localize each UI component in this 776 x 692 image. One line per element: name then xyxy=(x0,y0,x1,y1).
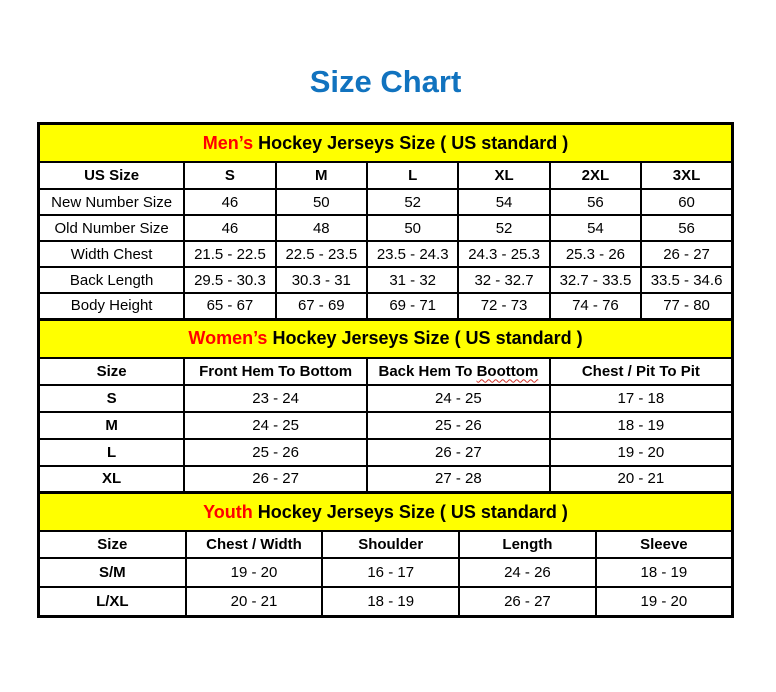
size-value-cell: 19 - 20 xyxy=(186,558,323,587)
mens-table-body xyxy=(39,189,733,319)
row-label: Body Height xyxy=(39,293,185,319)
column-header: Front Hem To Bottom xyxy=(184,358,367,385)
size-value-cell: 69 - 71 xyxy=(367,293,458,319)
row-label: XL xyxy=(39,466,185,493)
womens-section-title xyxy=(39,319,733,358)
column-header: Size xyxy=(39,531,186,558)
column-header: Chest / Width xyxy=(186,531,323,558)
womens-title-rest: Hockey Jerseys Size ( US standard ) xyxy=(267,328,583,348)
youth-title-rest: Hockey Jerseys Size ( US standard ) xyxy=(252,501,568,522)
size-value-cell: 77 - 80 xyxy=(641,293,732,319)
size-value-cell: 26 - 27 xyxy=(641,241,732,267)
size-value-cell: 24.3 - 25.3 xyxy=(458,241,549,267)
table-row xyxy=(39,215,733,241)
size-value-cell: 50 xyxy=(276,189,367,215)
size-value-cell: 74 - 76 xyxy=(550,293,641,319)
row-label: M xyxy=(39,412,185,439)
size-value-cell: 32 - 32.7 xyxy=(458,267,549,293)
size-tables-wrapper xyxy=(37,122,734,618)
size-value-cell: 20 - 21 xyxy=(186,587,323,616)
size-value-cell: 23.5 - 24.3 xyxy=(367,241,458,267)
table-row xyxy=(39,385,733,412)
size-value-cell: 27 - 28 xyxy=(367,466,550,493)
size-value-cell: 24 - 25 xyxy=(184,412,367,439)
row-label: Back Length xyxy=(39,267,185,293)
row-label: Old Number Size xyxy=(39,215,185,241)
row-label: L/XL xyxy=(39,587,186,616)
column-header: Sleeve xyxy=(596,531,733,558)
column-header: 2XL xyxy=(550,162,641,189)
size-value-cell: 17 - 18 xyxy=(550,385,733,412)
size-value-cell: 67 - 69 xyxy=(276,293,367,319)
size-value-cell: 32.7 - 33.5 xyxy=(550,267,641,293)
size-value-cell: 56 xyxy=(641,215,732,241)
row-label: S xyxy=(39,385,185,412)
womens-table-body xyxy=(39,385,733,493)
size-value-cell: 54 xyxy=(550,215,641,241)
size-value-cell: 25.3 - 26 xyxy=(550,241,641,267)
size-value-cell: 25 - 26 xyxy=(184,439,367,466)
womens-column-header-row xyxy=(39,358,733,385)
mens-section-title xyxy=(39,124,733,163)
column-header: Shoulder xyxy=(322,531,459,558)
size-value-cell: 60 xyxy=(641,189,732,215)
size-value-cell: 18 - 19 xyxy=(596,558,733,587)
size-value-cell: 56 xyxy=(550,189,641,215)
size-value-cell: 26 - 27 xyxy=(184,466,367,493)
size-value-cell: 30.3 - 31 xyxy=(276,267,367,293)
mens-section-band xyxy=(39,124,733,163)
column-header: US Size xyxy=(39,162,185,189)
size-value-cell: 54 xyxy=(458,189,549,215)
size-value-cell: 52 xyxy=(458,215,549,241)
size-value-cell: 21.5 - 22.5 xyxy=(184,241,275,267)
size-value-cell: 46 xyxy=(184,215,275,241)
mens-title-rest: Hockey Jerseys Size ( US standard ) xyxy=(253,132,569,153)
column-header: L xyxy=(367,162,458,189)
table-row xyxy=(39,558,733,587)
womens-size-table xyxy=(37,318,734,495)
womens-section-band xyxy=(39,319,733,358)
size-value-cell: 22.5 - 23.5 xyxy=(276,241,367,267)
youth-size-table xyxy=(37,491,734,618)
size-value-cell: 19 - 20 xyxy=(550,439,733,466)
table-row xyxy=(39,241,733,267)
column-header: M xyxy=(276,162,367,189)
size-value-cell: 29.5 - 30.3 xyxy=(184,267,275,293)
size-value-cell: 31 - 32 xyxy=(367,267,458,293)
size-value-cell: 65 - 67 xyxy=(184,293,275,319)
column-header: S xyxy=(184,162,275,189)
column-header: 3XL xyxy=(641,162,732,189)
size-value-cell: 72 - 73 xyxy=(458,293,549,319)
size-value-cell: 33.5 - 34.6 xyxy=(641,267,732,293)
size-value-cell: 18 - 19 xyxy=(550,412,733,439)
column-header: Size xyxy=(39,358,185,385)
youth-section-band xyxy=(39,493,733,532)
size-value-cell: 20 - 21 xyxy=(550,466,733,493)
youth-column-header-row xyxy=(39,531,733,558)
page-title: Size Chart xyxy=(309,64,462,99)
table-row xyxy=(39,267,733,293)
row-label: New Number Size xyxy=(39,189,185,215)
size-value-cell: 48 xyxy=(276,215,367,241)
size-value-cell: 19 - 20 xyxy=(596,587,733,616)
column-header: Back Hem To Boottom xyxy=(367,358,550,385)
column-header: Length xyxy=(459,531,596,558)
mens-column-header-row xyxy=(39,162,733,189)
youth-section-title xyxy=(39,493,733,532)
size-value-cell: 52 xyxy=(367,189,458,215)
youth-table-body xyxy=(39,558,733,616)
row-label: Width Chest xyxy=(39,241,185,267)
mens-size-table xyxy=(37,122,734,321)
size-value-cell: 25 - 26 xyxy=(367,412,550,439)
table-row xyxy=(39,293,733,319)
size-value-cell: 50 xyxy=(367,215,458,241)
row-label: L xyxy=(39,439,185,466)
mens-title-highlight: Men’s xyxy=(202,132,254,153)
table-row xyxy=(39,587,733,616)
size-value-cell: 16 - 17 xyxy=(322,558,459,587)
row-label: S/M xyxy=(39,558,186,587)
column-header: XL xyxy=(458,162,549,189)
womens-title-highlight: Women’s xyxy=(188,328,268,348)
table-row xyxy=(39,466,733,493)
size-value-cell: 18 - 19 xyxy=(322,587,459,616)
size-value-cell: 24 - 25 xyxy=(367,385,550,412)
table-row xyxy=(39,412,733,439)
misspelled-word: Boottom xyxy=(476,362,539,380)
table-row xyxy=(39,189,733,215)
size-value-cell: 26 - 27 xyxy=(459,587,596,616)
size-value-cell: 26 - 27 xyxy=(367,439,550,466)
size-value-cell: 46 xyxy=(184,189,275,215)
size-value-cell: 24 - 26 xyxy=(459,558,596,587)
size-value-cell: 23 - 24 xyxy=(184,385,367,412)
youth-title-highlight: Youth xyxy=(203,501,253,522)
table-row xyxy=(39,439,733,466)
column-header: Chest / Pit To Pit xyxy=(550,358,733,385)
